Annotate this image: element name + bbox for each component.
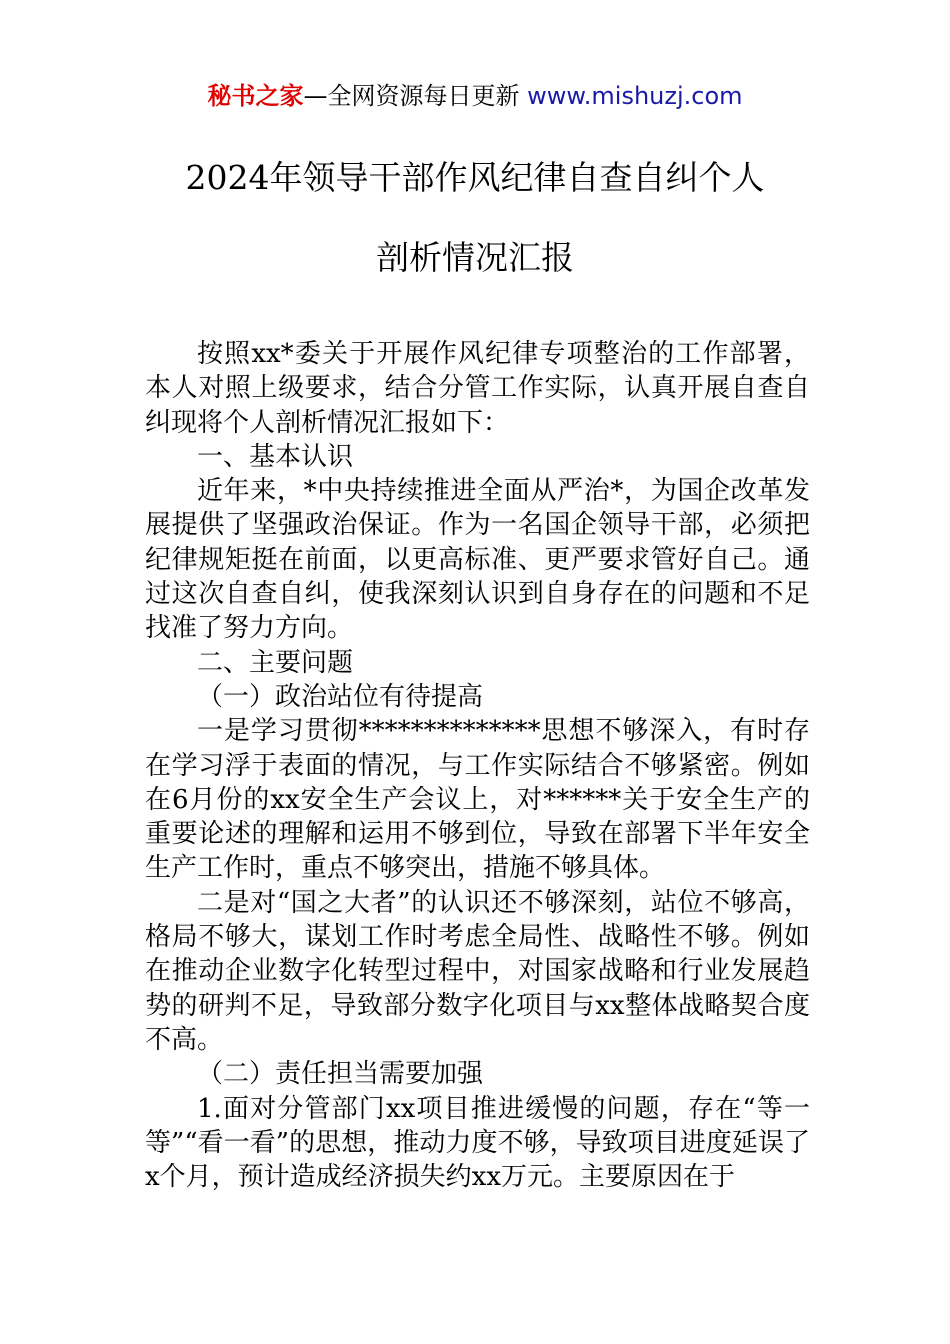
title-line-1: 2024年领导干部作风纪律自查自纠个人 <box>185 158 765 197</box>
subsection-heading-responsibility: （二）责任担当需要加强 <box>197 1059 484 1090</box>
site-slogan: —全网资源每日更新 <box>303 82 520 110</box>
site-header <box>0 80 950 112</box>
section-heading-main-problems: 二、主要问题 <box>197 647 354 678</box>
document-body <box>145 337 810 1194</box>
paragraph-basic-understanding: 近年来，*中央持续推进全面从严治*，为国企改革发展提供了坚强政治保证。作为一名国企领导干部，必须把纪律规矩挺在前面，以更高标准、更严要求管好自己。通过这次自查自纠，使我深刻认识到自身存在的问题和不足找准了努力方向。 <box>145 476 810 644</box>
document-title <box>0 156 950 280</box>
paragraph-first-point: 一是学习贯彻**************思想不够深入，有时存在学习浮于表面的情况，与工作实际结合不够紧密。例如在6月份的xx安全生产会议上，对******关于安全生产的重要论述的理解和运用不够到位，导致在部署下半年安全生产工作时，重点不够突出，措施不够具体。 <box>145 716 810 884</box>
site-brand: 秘书之家 <box>207 82 304 110</box>
paragraph-item-1: 1.面对分管部门xx项目推进缓慢的问题，存在“等一等”“看一看”的思想，推动力度不够，导致项目进度延误了x个月，预计造成经济损失约xx万元。主要原因在于 <box>145 1093 810 1193</box>
subsection-heading-political-stance: （一）政治站位有待提高 <box>197 681 484 712</box>
title-line-2: 剖析情况汇报 <box>376 238 574 277</box>
site-url-link[interactable]: www.mishuzj.com <box>527 82 743 110</box>
paragraph-intro: 按照xx*委关于开展作风纪律专项整治的工作部署，本人对照上级要求，结合分管工作实际，认真开展自查自纠现将个人剖析情况汇报如下： <box>145 339 810 438</box>
section-heading-basic-understanding: 一、基本认识 <box>197 441 354 472</box>
paragraph-second-point: 二是对“国之大者”的认识还不够深刻，站位不够高，格局不够大，谋划工作时考虑全局性、战略性不够。例如在推动企业数字化转型过程中，对国家战略和行业发展趋势的研判不足，导致部分数字化项目与xx整体战略契合度不高。 <box>145 887 810 1055</box>
